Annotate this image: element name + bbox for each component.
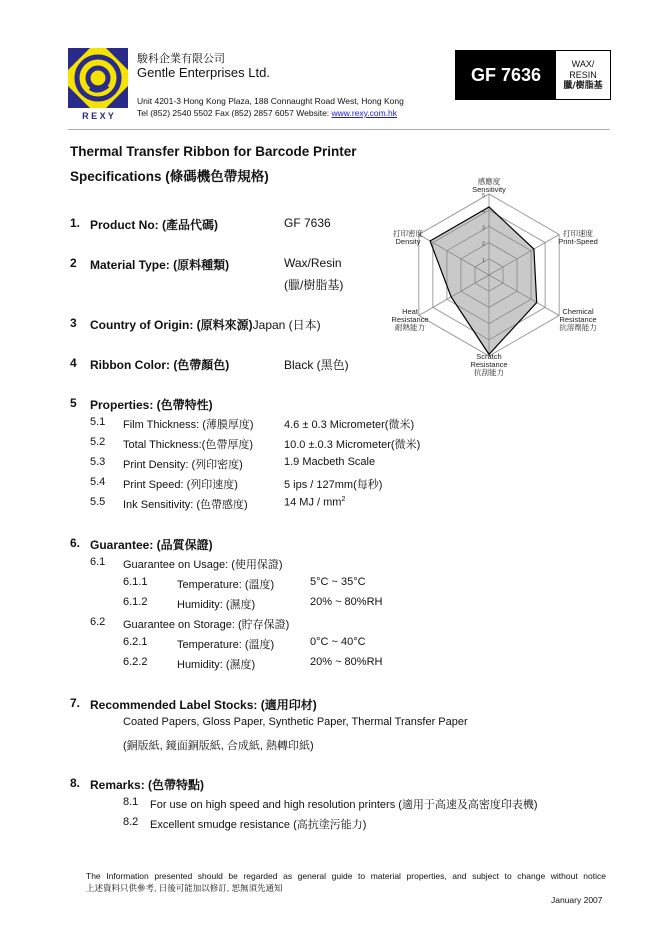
section-2-value: Wax/Resin <box>284 256 342 270</box>
product-type-box <box>556 51 610 99</box>
axis-label-scratch-2: Resistance <box>470 360 508 369</box>
axis-label-sensitivity-cn: 感應度 <box>477 177 501 186</box>
website-link[interactable]: www.rexy.com.hk <box>331 108 398 118</box>
axis-label-print-speed-cn: 打印速度 <box>563 229 593 238</box>
section-1-num: 1. <box>70 216 81 230</box>
property-num: 5.5 <box>90 496 106 508</box>
property-value: 4.6 ± 0.3 Micrometer(微米) <box>284 419 415 431</box>
property-label: Film Thickness: (薄膜厚度) <box>123 419 254 431</box>
property-num: 5.3 <box>90 456 106 468</box>
axis-label-scratch-cn: 抗刮能力 <box>474 368 504 377</box>
axis-label-heat-1: Heat <box>402 307 418 316</box>
axis-label-heat-2: Resistance <box>391 315 429 324</box>
section-1-label: Product No: (產品代碼) <box>90 218 218 232</box>
section-5-num: 5 <box>70 396 77 410</box>
guarantee-sub-num: 6.1.2 <box>123 596 148 608</box>
property-label: Total Thickness:(色帶厚度) <box>123 439 253 451</box>
company-name-cn: 駿科企業有限公司 <box>137 52 225 65</box>
company-address <box>137 95 404 119</box>
remark-num: 8.1 <box>123 796 139 808</box>
axis-label-sensitivity-en: Sensitivity <box>472 185 506 194</box>
contact-text: Tel (852) 2540 5502 Fax (852) 2857 6057 Website: <box>137 108 332 118</box>
rexy-logo <box>68 48 128 120</box>
axis-label-scratch-1: Scratch <box>476 352 502 361</box>
footer-disclaimer-cn: 上述資料只供參考, 日後可能加以修訂, 恕無須先通知 <box>86 883 283 893</box>
guarantee-sub-num: 6.2.1 <box>123 636 148 648</box>
label-stocks-en: Coated Papers, Gloss Paper, Synthetic Paper, Thermal Transfer Paper <box>123 716 468 728</box>
section-2-num: 2 <box>70 256 77 270</box>
property-value: 10.0 ±.0.3 Micrometer(微米) <box>284 439 421 451</box>
guarantee-label: Guarantee on Usage: (使用保證) <box>123 559 283 571</box>
product-type-line2: RESIN <box>569 69 597 80</box>
axis-label-chemical-2: Resistance <box>559 315 597 324</box>
section-8-num: 8. <box>70 776 81 790</box>
document-title: Thermal Transfer Ribbon for Barcode Printer <box>70 144 357 159</box>
sensitivity-value: 14 MJ / mm <box>284 496 342 509</box>
footer-disclaimer-en: The Information presented should be regarded as general guide to material properties, and subject to change without notice <box>86 871 606 881</box>
section-3-value: Japan (日本) <box>252 318 321 332</box>
section-6-num: 6. <box>70 536 81 550</box>
section-6-label: Guarantee: (品質保證) <box>90 538 213 552</box>
guarantee-label: Guarantee on Storage: (貯存保證) <box>123 619 290 631</box>
guarantee-sub-value: 5°C ~ 35°C <box>310 576 366 588</box>
company-name-en: Gentle Enterprises Ltd. <box>137 65 270 80</box>
logo-text: R E X Y <box>82 111 114 120</box>
header-divider <box>68 129 610 130</box>
guarantee-sub-label: Temperature: (溫度) <box>177 639 275 651</box>
axis-label-print-speed-en: Print-Speed <box>558 237 598 246</box>
section-4-value: Black (黑色) <box>284 358 349 372</box>
property-num: 5.4 <box>90 476 106 488</box>
section-3-line <box>90 316 321 333</box>
remark-text: Excellent smudge resistance (高抗塗污能力) <box>150 819 367 831</box>
axis-label-heat-cn: 耐熱能力 <box>395 323 425 332</box>
product-type-line1: WAX/ <box>571 58 595 69</box>
property-value <box>284 496 345 509</box>
section-4-num: 4 <box>70 356 77 370</box>
product-code-box <box>455 50 611 100</box>
remark-text: For use on high speed and high resolution printers (適用于高速及高密度印表機) <box>150 799 538 811</box>
guarantee-sub-value: 20% ~ 80%RH <box>310 656 383 668</box>
guarantee-sub-value: 0°C ~ 40°C <box>310 636 366 648</box>
guarantee-sub-num: 6.2.2 <box>123 656 148 668</box>
axis-label-density-en: Density <box>395 237 421 246</box>
label-stocks-cn: (銅版紙, 鏡面銅版紙, 合成紙, 熱轉印紙) <box>123 740 314 752</box>
radar-tick-label: 2 <box>481 241 485 248</box>
guarantee-sub-label: Temperature: (溫度) <box>177 579 275 591</box>
axis-label-chemical-cn: 抗溶劑能力 <box>559 323 597 332</box>
guarantee-num: 6.1 <box>90 556 106 568</box>
property-num: 5.2 <box>90 436 106 448</box>
footer-date: January 2007 <box>551 895 603 905</box>
property-value: 1.9 Macbeth Scale <box>284 456 376 468</box>
address-line: Unit 4201-3 Hong Kong Plaza, 188 Connaught Road West, Hong Kong <box>137 96 404 106</box>
remark-num: 8.2 <box>123 816 139 828</box>
document-subtitle: Specifications (條碼機色帶規格) <box>70 169 269 184</box>
property-label: Ink Sensitivity: (色帶感度) <box>123 499 248 511</box>
section-7-num: 7. <box>70 696 81 710</box>
section-8-label: Remarks: (色帶特點) <box>90 778 205 792</box>
sensitivity-exponent: 2 <box>341 496 346 503</box>
property-num: 5.1 <box>90 416 106 428</box>
section-4-label: Ribbon Color: (色帶顏色) <box>90 358 230 372</box>
section-2-value-cn: (臘/樹脂基) <box>284 278 344 292</box>
contact-line <box>137 107 404 119</box>
radar-tick-label: 1 <box>481 257 485 264</box>
guarantee-sub-label: Humidity: (濕度) <box>177 659 256 671</box>
product-code: GF 7636 <box>456 51 556 99</box>
radar-tick-label: 3 <box>481 225 485 232</box>
radar-tick-label: 4 <box>481 209 485 216</box>
axis-label-density-cn: 打印密度 <box>393 229 423 238</box>
section-3-num: 3 <box>70 316 77 330</box>
section-5-label: Properties: (色帶特性) <box>90 398 213 412</box>
property-label: Print Density: (列印密度) <box>123 459 243 471</box>
property-value: 5 ips / 127mm(每秒) <box>284 479 383 491</box>
section-7-label: Recommended Label Stocks: (適用印材) <box>90 698 317 712</box>
section-3-label: Country of Origin: (原料來源) <box>90 318 253 332</box>
guarantee-sub-label: Humidity: (濕度) <box>177 599 256 611</box>
section-2-label: Material Type: (原料種類) <box>90 258 230 272</box>
section-1-value: GF 7636 <box>284 216 331 230</box>
property-label: Print Speed: (列印速度) <box>123 479 238 491</box>
product-type-cn: 臘/樹脂基 <box>563 80 603 91</box>
radar-tick-label: 5 <box>481 193 485 199</box>
properties-radar-chart <box>385 175 610 380</box>
axis-label-chemical-1: Chemical <box>562 307 594 316</box>
guarantee-sub-num: 6.1.1 <box>123 576 148 588</box>
guarantee-sub-value: 20% ~ 80%RH <box>310 596 383 608</box>
guarantee-num: 6.2 <box>90 616 106 628</box>
